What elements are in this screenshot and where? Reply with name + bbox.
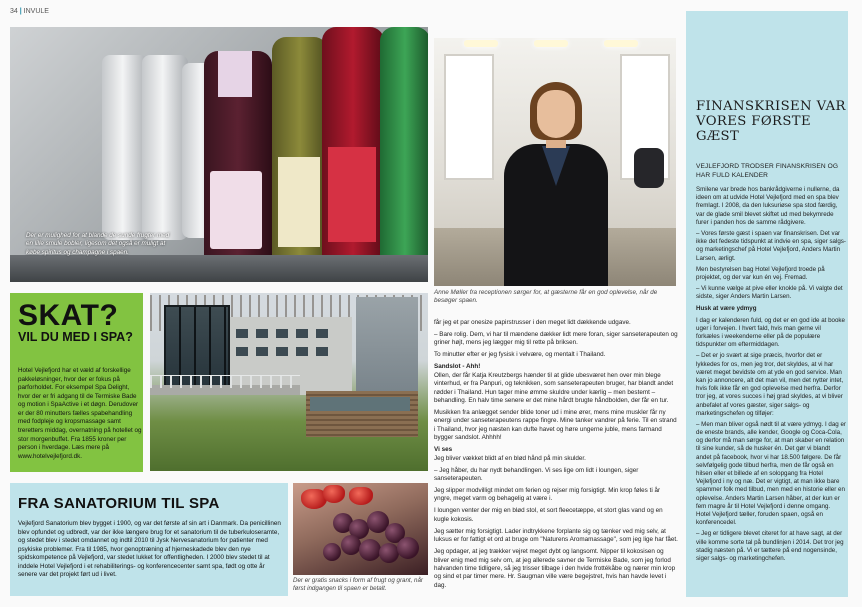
section-name: INVULE <box>23 8 49 15</box>
article-paragraph: – Bare rolig. Dem, vi har til mændene dækker lidt mere foran, siger sanseterapeuten og griner højt, mens jeg lægger mig til rette på briksen. <box>434 330 678 347</box>
sanatorium-body: Vejlefjord Sanatorium blev bygget i 1900, og var det første af sin art i Danmark. Da penicillinen blev opfundet og udbredt, var der ikke længere brug for et sanatorium til de tuberkuloseramte, og stedet blev i stedet omdannet og indtil 2010 til Jysk Nervesanatorium for patienter med psykiske problemer. Fra til 1985, hvor genoptræning af hjerneskadede blev den nye spidskompetence på Vejlefjord, var stedet lukket for offentligheden. I 2000 blev stedet til at inddele Hotel Vejlefjord i et rehabiliterings- og konferencecenter samt spa, født og otte år senere var det projekt ført ud i livet. <box>18 520 281 579</box>
article-paragraph: – Jeg håber, du har nydt behandlingen. Vi ses lige om lidt i loungen, siger sanseterapeuten. <box>434 466 639 482</box>
bottles-caption: Der er mulighed for at blande de sunde frugter med en lille smule bobler, ligesom det også er muligt at købe spiritus og champagne i spaen. <box>26 232 170 256</box>
skat-title: SKAT? <box>18 299 119 332</box>
bottle-graphic <box>204 51 272 276</box>
sanatorium-box <box>10 483 288 596</box>
article-paragraph: Musikken fra anlægget sender blide toner ud i mine ører, mens mine muskler får ny energi under sanseterapeutens rappe fingre. Mine tanker vandrer på ferie. Til en strand i Thailand, hvor jeg næsten kan dufte havet og høre ungerne juble, mens farmand bygger sandslot. Ahhhh! <box>434 408 677 442</box>
bottles-photo <box>10 27 428 282</box>
sidebar-paragraph: – Vi kunne vælge at pive eller knokle på. Vi valgte det sidste, siger Anders Martin Larsen. <box>696 285 843 301</box>
fruit-snacks-photo <box>293 483 428 575</box>
page-number: 34 <box>10 8 18 15</box>
sidebar-paragraph: Men bestyrelsen bag Hotel Vejlefjord troede på projektet, og der var kun én vej. Fremad. <box>696 265 825 281</box>
window-graphic <box>444 54 494 180</box>
article-paragraph: Jeg sætter mig forsigtigt. Lader indtrykkene forplante sig og tænker ved mig selv, at luksus er for fattigt et ord at bruge om "Naturens Aromamassage", som jeg lige har fået. <box>434 527 678 544</box>
article-paragraph: Jeg opdager, at jeg trækker vejret meget dybt og langsomt. Nipper til kokosisen og bliver enig med mig selv om, at jeg allerede savner de Termiske Bade, som jeg forlod halvanden time tidligere, så jeg trisser tilbage i den hvide frottékåbe og nærer min krop og sind et par timer mere. Hr. Saugman ville være begejstret, hvis han havde levet i dag. <box>434 548 676 589</box>
article-paragraph: får jeg et par onesize papirstrusser i den meget lidt dækkende udgave. <box>434 319 631 326</box>
sidebar-paragraph: – Vores første gæst i spaen var finanskrisen. Det var ikke det fedeste tidspunkt at indvie en spa, siger salgs- og marketingschef på Hotel Vejlefjord, Anders Martin Larsen, ærligt. <box>696 229 846 262</box>
article-paragraph: To minutter efter er jeg fysisk i velvære, og mentalt i Thailand. <box>434 351 606 359</box>
receptionist-photo <box>434 38 676 286</box>
sidebar-paragraph: Smilene var brede hos bankrådgiverne i nullerne, da ideen om at udvide Hotel Vejlefjord med en spa blev fremlagt. I 2008, da den luksuriøse spa stod færdig, var de glade smil blevet skiftet ud med bekymrede furer i panden hos de samme rådgivere. <box>696 186 840 226</box>
bottle-graphic <box>380 27 428 272</box>
sidebar-paragraph: – Jeg er tidligere blevet citeret for at have sagt, at der ville komme sorte tal på bundlinjen i 2014. Det tror jeg stadig næsten på. Vi er tættere på end nogensinde, siger salgs- og marketingchefen. <box>696 530 844 562</box>
article-paragraph: I loungen venter der mig en blød stol, et sort fleecetæppe, et stort glas vand og en kugle kokosis. <box>434 507 663 523</box>
bottle-graphic <box>272 37 328 272</box>
skat-sidebar-box <box>10 293 143 472</box>
sidebar-paragraph: I dag er kalenderen fuld, og det er en god ide at booke uger i forvejen. I hvert fald, hvis man gerne vil forkæles i weekenderne eller på de populære tidspunkter om eftermiddagen. <box>696 316 845 349</box>
article-column <box>434 319 678 594</box>
table-surface <box>10 255 428 282</box>
sidebar-paragraph: – Det er jo svært at sige præcis, hvorfor det er lykkedes for os, men jeg tror, det skyldes, at vi har været meget bevidste om at yde en god service. Man kan jo annoncere, alt det man vil, men det nytter intet, hvis folk ikke får en god oplevelse med herfra. Derfor tror jeg, at vores succes i høj grad skyldes, at vi bliver anbefalet af vores gæster, siger salgs- og marketingschefen og tilføjer: <box>696 352 844 417</box>
sidebar-subtitle: VEJLEFJORD TRODSER FINANSKRISEN OG HAR FULD KALENDER <box>696 163 839 179</box>
sidebar-body <box>696 186 846 566</box>
bottle-graphic <box>322 27 384 272</box>
receptionist-figure <box>496 74 614 286</box>
article-paragraph: Ollen, der får Katja Kreutzbergs hænder til at glide ubesværet hen over min blege vinterhud, er fra Panpuri, og teknikken, som sanseterapeuten bruger, har blandt andet rødder i Thailand. Hun tager mine ømme skuldre under kærlig – men bestemt – behandling. En halv time senere er det mine hårdt brugte håndbolden, der får en tur. <box>434 371 674 404</box>
chair-graphic <box>634 148 664 188</box>
article-paragraph: Jeg slipper modvilligt mindet om ferien og rejser mig forsigtigt. Min krop føles ti år yngre, meget varm og behagelig at være i. <box>434 486 661 503</box>
article-subhead: Sandslot - Ahh! <box>434 363 481 371</box>
folio: 34 | INVULE <box>10 8 49 15</box>
receptionist-caption: Anne Møller fra receptionen sørger for, at gæsterne får en god oplevelse, når de besøger spaen. <box>434 289 658 305</box>
sidebar-title: FINANSKRISEN VAR VORES FØRSTE GÆST <box>696 99 846 145</box>
skat-subtitle: VIL DU MED I SPA? <box>18 330 133 344</box>
article-paragraph: Jeg bliver vækket blidt af en blød hånd på min skulder. <box>434 454 586 462</box>
hotel-building-photo <box>150 293 428 471</box>
finanskrisen-sidebar <box>686 11 848 597</box>
sidebar-paragraph: – Men man bliver også nødt til at være ydmyg. I dag er de eneste brands, alle kender, Google og Coca-Cola, og derfor må man sørge for, at man skaber en relation til sine kunder, så de husker én. Det gør vi blandt andet på facebook, hvor vi har 18.500 følgere. De får selvfølgelig gode tilbud herfra, men de får også en hilsen eller et billede af en solopgang fra Hotel Vejlefjord i ny og næ. Det er vigtigt, at man ikke bare spammer folk med tilbud, men med en historie eller en oplevelse. Anders Martin Larsen håber, at der kun er fem magre år til Hotel Vejlefjord i denne omgang. Hotel Vejlefjord tæller, foruden spaen, også en konferencedel. <box>696 420 846 527</box>
sanatorium-title: FRA SANATORIUM TIL SPA <box>18 495 220 512</box>
sidebar-subhead: Husk at være ydmyg <box>696 305 757 313</box>
fruit-snacks-caption: Der er gratis snacks i form af frugt og grant, når først indgangen til spaen er betalt. <box>293 577 423 593</box>
skat-body: Hotel Vejlefjord har et væld af forskellige pakkeløsninger, hvor der er fokus på parforholdet. For eksempel Spa Delight, hvor der er fri adgang til de Termiske Bade og motion i SpaActive i et døgn. Derudover er der 80 minutters fælles spabehandling med fodpleje og kropsmassage samt treretters middag, overnatning på hotellet og stor morgenbuffet. Fra 1855 kroner per person i hverdage. Læs mere på www.hotelvejlefjord.dk. <box>18 367 142 460</box>
article-subhead: Vi ses <box>434 446 453 454</box>
